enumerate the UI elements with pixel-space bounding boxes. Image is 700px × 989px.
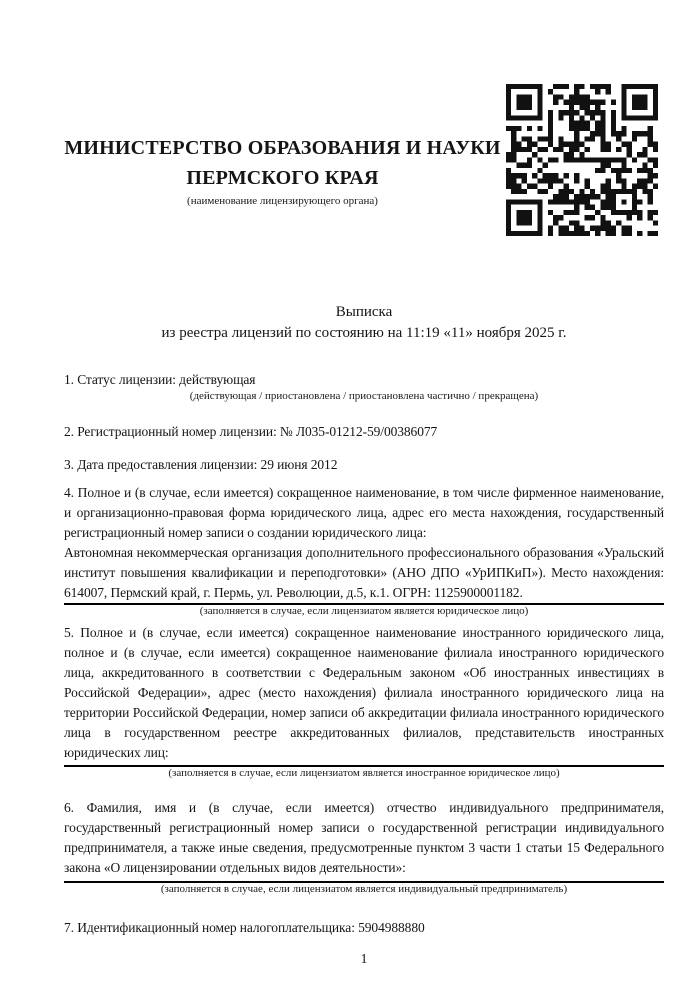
ministry-name-line2: ПЕРМСКОГО КРАЯ: [186, 167, 379, 189]
document-title: Выписка: [335, 304, 393, 320]
qr-code-image: [506, 84, 658, 236]
item-4-legal-entity-caption: (заполняется в случае, если лицензиатом является юридическое лицо): [199, 605, 529, 617]
item-5-foreign-entity-caption: (заполняется в случае, если лицензиатом является иностранное юридическое лицо): [168, 767, 560, 779]
item-3-grant-date: 3. Дата предоставления лицензии: 29 июня 2012: [64, 457, 338, 472]
document-subtitle: из реестра лицензий по состоянию на 11:19 «11» ноября 2025 г.: [161, 325, 567, 341]
item-5-foreign-entity-heading: 5. Полное и (в случае, если имеется) сокращенное наименование иностранного юридического лица, полное и (в случае, если имеется) сокращенное наименование филиала иностранного юридического лица, аккредитованного в соответствии с Федеральным законом «Об иностранных инвестициях в Российской Федерации», адрес (место нахождения) филиала иностранного юридического лица на территории Российской Федерации, номер записи об аккредитации филиала иностранного юридического лица в государственном реестре аккредитованных филиалов, представительств иностранных юридических лиц:: [64, 625, 664, 760]
qr-code: [504, 82, 660, 238]
licensing-authority-block: [64, 82, 501, 208]
item-1-status-options-caption: (действующая / приостановлена / приостановлена частично / прекращена): [189, 390, 539, 402]
ministry-caption: (наименование лицензирующего органа): [187, 195, 378, 207]
item-1-license-status: 1. Статус лицензии: действующая: [64, 372, 256, 387]
item-4-legal-entity-heading: 4. Полное и (в случае, если имеется) сокращенное наименование, в том числе фирменное наименование, и организационно-правовая форма юридического лица, адрес его места нахождения, государственный регистрационный номер записи о создании юридического лица:: [64, 485, 664, 540]
document-title-block: [64, 302, 664, 344]
item-7-taxpayer-number: 7. Идентификационный номер налогоплательщика: 5904988880: [64, 920, 425, 935]
ministry-name: [64, 133, 501, 193]
page-number: 1: [360, 952, 368, 967]
item-6-individual-heading: 6. Фамилия, имя и (в случае, если имеется) отчество индивидуального предпринимателя, государственный регистрационный номер записи о государственной регистрации индивидуального предпринимателя, а также иные сведения, предусмотренные пунктом 3 части 1 статьи 15 Федерального закона «О лицензировании отдельных видов деятельности»:: [64, 800, 664, 875]
item-6-individual-caption: (заполняется в случае, если лицензиатом является индивидуальный предприниматель): [160, 883, 568, 895]
item-2-registration-number: 2. Регистрационный номер лицензии: № Л035-01212-59/00386077: [64, 424, 438, 439]
item-4-legal-entity-value: Автономная некоммерческая организация дополнительного профессионального образования «Уральский институт повышения квалификации и переподготовки» (АНО ДПО «УрИПКиП»). Место нахождения: 614007, Пермский край, г. Пермь, ул. Революции, д.5, к.1. ОГРН: 1125900001182.: [64, 543, 664, 605]
document-header: [64, 82, 664, 238]
ministry-name-line1: МИНИСТЕРСТВО ОБРАЗОВАНИЯ И НАУКИ: [64, 137, 501, 159]
